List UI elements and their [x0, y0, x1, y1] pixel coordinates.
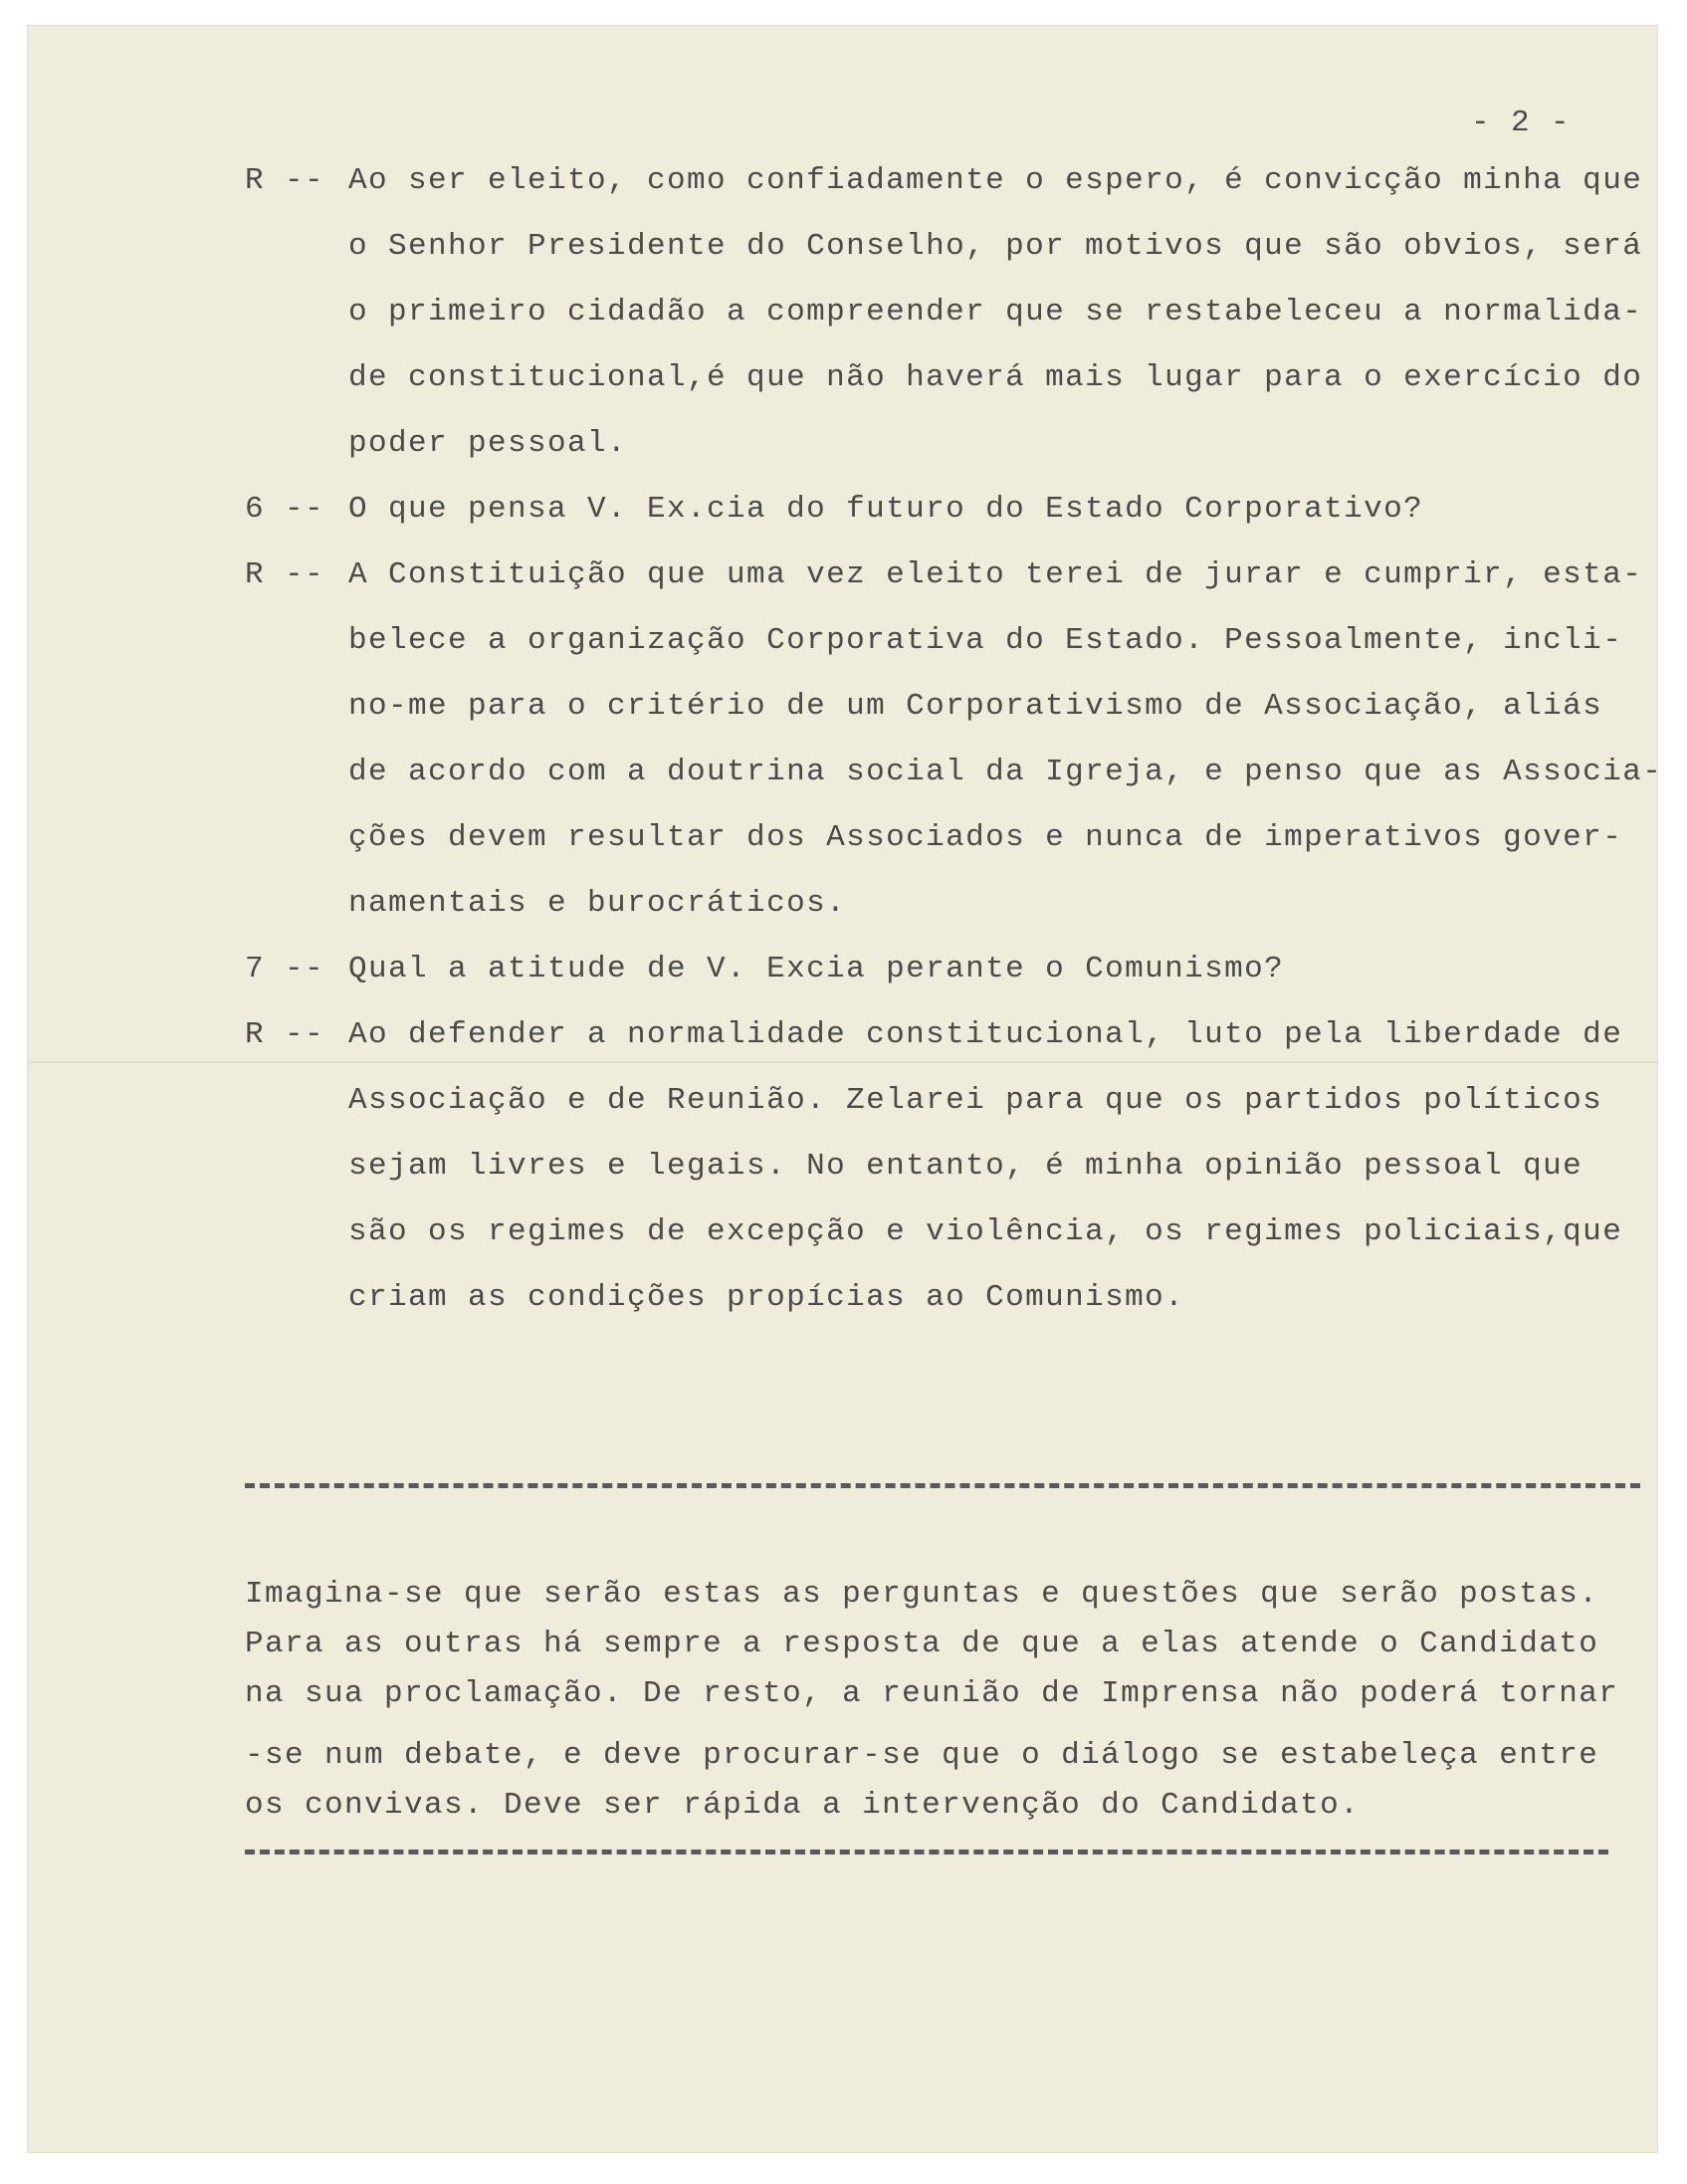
answer-line: ções devem resultar dos Associados e nunca de imperativos gover-	[348, 820, 1623, 855]
closing-note-line: os convivas. Deve ser rápida a intervenção do Candidato.	[245, 1788, 1361, 1823]
answer-line: o Senhor Presidente do Conselho, por motivos que são obvios, será	[348, 229, 1643, 264]
dashed-separator	[245, 1850, 1608, 1855]
dashed-separator	[245, 1483, 1640, 1488]
answer-line: namentais e burocráticos.	[348, 886, 847, 921]
answer-line: de constitucional,é que não haverá mais lugar para o exercício do	[348, 360, 1643, 395]
answer-line: poder pessoal.	[348, 426, 628, 461]
answer-line: Ao ser eleito, como confiadamente o espero, é convicção minha que	[348, 163, 1643, 198]
answer-line: no-me para o critério de um Corporativismo de Associação, aliás	[348, 689, 1603, 724]
answer-line: Ao defender a normalidade constitucional, luto pela liberdade de	[348, 1017, 1623, 1052]
answer-line: de acordo com a doutrina social da Igreja, e penso que as Associa-	[348, 755, 1663, 789]
answer-marker: R --	[245, 163, 325, 198]
answer-line: belece a organização Corporativa do Estado. Pessoalmente, incli-	[348, 623, 1623, 658]
answer-marker: R --	[245, 557, 325, 592]
answer-line: sejam livres e legais. No entanto, é minha opinião pessoal que	[348, 1149, 1583, 1184]
question-marker: 6 --	[245, 492, 325, 527]
paper-fold-crease	[28, 1061, 1657, 1063]
answer-line: criam as condições propícias ao Comunismo.	[348, 1280, 1185, 1315]
closing-note-line: na sua proclamação. De resto, a reunião de Imprensa não poderá tornar	[245, 1676, 1619, 1711]
answer-line: são os regimes de excepção e violência, os regimes policiais,que	[348, 1214, 1623, 1249]
question-line: O que pensa V. Ex.cia do futuro do Estado Corporativo?	[348, 492, 1424, 527]
closing-note-line: Para as outras há sempre a resposta de que a elas atende o Candidato	[245, 1627, 1599, 1661]
page-number: - 2 -	[1471, 106, 1572, 140]
answer-line: A Constituição que uma vez eleito terei de jurar e cumprir, esta-	[348, 557, 1643, 592]
answer-line: o primeiro cidadão a compreender que se restabeleceu a normalida-	[348, 295, 1643, 329]
closing-note-line: -se num debate, e deve procurar-se que o diálogo se estabeleça entre	[245, 1738, 1599, 1773]
question-marker: 7 --	[245, 952, 325, 986]
closing-note-line: Imagina-se que serão estas as perguntas e questões que serão postas.	[245, 1577, 1599, 1612]
question-line: Qual a atitude de V. Excia perante o Comunismo?	[348, 952, 1285, 986]
answer-marker: R --	[245, 1017, 325, 1052]
answer-line: Associação e de Reunião. Zelarei para que os partidos políticos	[348, 1083, 1603, 1118]
typewritten-page	[28, 26, 1663, 2152]
